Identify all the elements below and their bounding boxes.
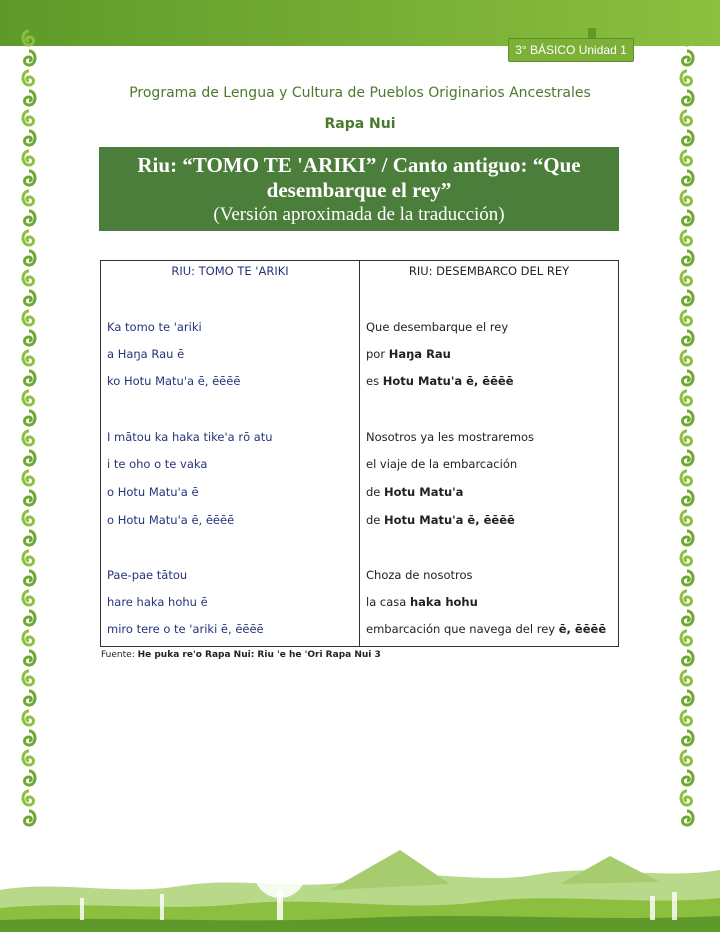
spanish-line-text: de	[366, 485, 385, 499]
language-title: Rapa Nui	[324, 116, 396, 132]
unit-badge: 3° BÁSICO Unidad 1	[508, 38, 634, 62]
spanish-line-bold: ē, ēēēē	[558, 622, 607, 636]
rapanui-line: miro tere o te 'ariki ē, ēēēē	[107, 622, 264, 636]
rapanui-line: Pae-pae tātou	[107, 568, 188, 582]
spanish-line	[366, 457, 517, 471]
spanish-line-text: embarcación que navega del rey	[366, 622, 559, 636]
spanish-line	[366, 430, 534, 444]
song-subtitle: (Versión aproximada de la traducción)	[213, 204, 505, 225]
rapanui-line: Ka tomo te 'ariki	[107, 320, 202, 334]
spanish-line-text: la casa	[366, 595, 410, 609]
decorative-border-right	[676, 28, 698, 828]
spanish-line	[366, 568, 473, 582]
spanish-line-text: de	[366, 513, 385, 527]
source-label: Fuente:	[101, 650, 138, 660]
rapanui-line: ko Hotu Matu'a ē, ēēēē	[107, 374, 241, 388]
spanish-line	[366, 374, 514, 388]
rapanui-line: i te oho o te vaka	[107, 457, 208, 471]
rapanui-column-header: RIU: TOMO TE 'ARIKI	[171, 264, 289, 278]
song-title: Riu: “TOMO TE 'ARIKI” / Canto antiguo: “Que desembarque el rey”	[137, 153, 581, 202]
spanish-line	[366, 595, 478, 609]
spanish-line-bold: Hotu Matu'a ē, ēēēē	[382, 374, 514, 388]
spanish-line	[366, 513, 515, 527]
decorative-border-left	[18, 28, 40, 828]
lyrics-table	[100, 260, 619, 647]
spanish-line-bold: haka hohu	[409, 595, 478, 609]
rapanui-line: I mātou ka haka tike'a rō atu	[107, 430, 273, 444]
spanish-line-text: el viaje de la embarcación	[366, 457, 518, 471]
rapanui-line: o Hotu Matu'a ē, ēēēē	[107, 513, 235, 527]
rapanui-line: o Hotu Matu'a ē	[107, 485, 199, 499]
spanish-line-text: por	[366, 347, 389, 361]
spanish-line	[366, 622, 606, 636]
spanish-line-text: Nosotros ya les mostraremos	[366, 430, 535, 444]
spanish-line-bold: Haŋa Rau	[388, 347, 451, 361]
spanish-line	[366, 485, 463, 499]
source-note	[101, 650, 381, 660]
spanish-column-header: RIU: DESEMBARCO DEL REY	[408, 264, 570, 278]
source-text: He puka re'o Rapa Nui: Riu 'e he 'Ori Rapa Nui 3	[137, 650, 381, 660]
spanish-line	[366, 320, 508, 334]
rapanui-line: a Haŋa Rau ē	[107, 347, 185, 361]
spanish-line	[366, 347, 451, 361]
spanish-line-text: es	[366, 374, 383, 388]
spanish-line-text: Que desembarque el rey	[366, 320, 509, 334]
rapanui-column	[101, 261, 359, 646]
spanish-line-bold: Hotu Matu'a	[384, 485, 464, 499]
program-title: Programa de Lengua y Cultura de Pueblos Originarios Ancestrales	[129, 85, 591, 101]
landscape-illustration	[0, 820, 720, 932]
spanish-column	[360, 261, 618, 646]
rapanui-line: hare haka hohu ē	[107, 595, 208, 609]
song-title-box	[99, 147, 619, 231]
spanish-line-text: Choza de nosotros	[366, 568, 473, 582]
spanish-line-bold: Hotu Matu'a ē, ēēēē	[384, 513, 515, 527]
